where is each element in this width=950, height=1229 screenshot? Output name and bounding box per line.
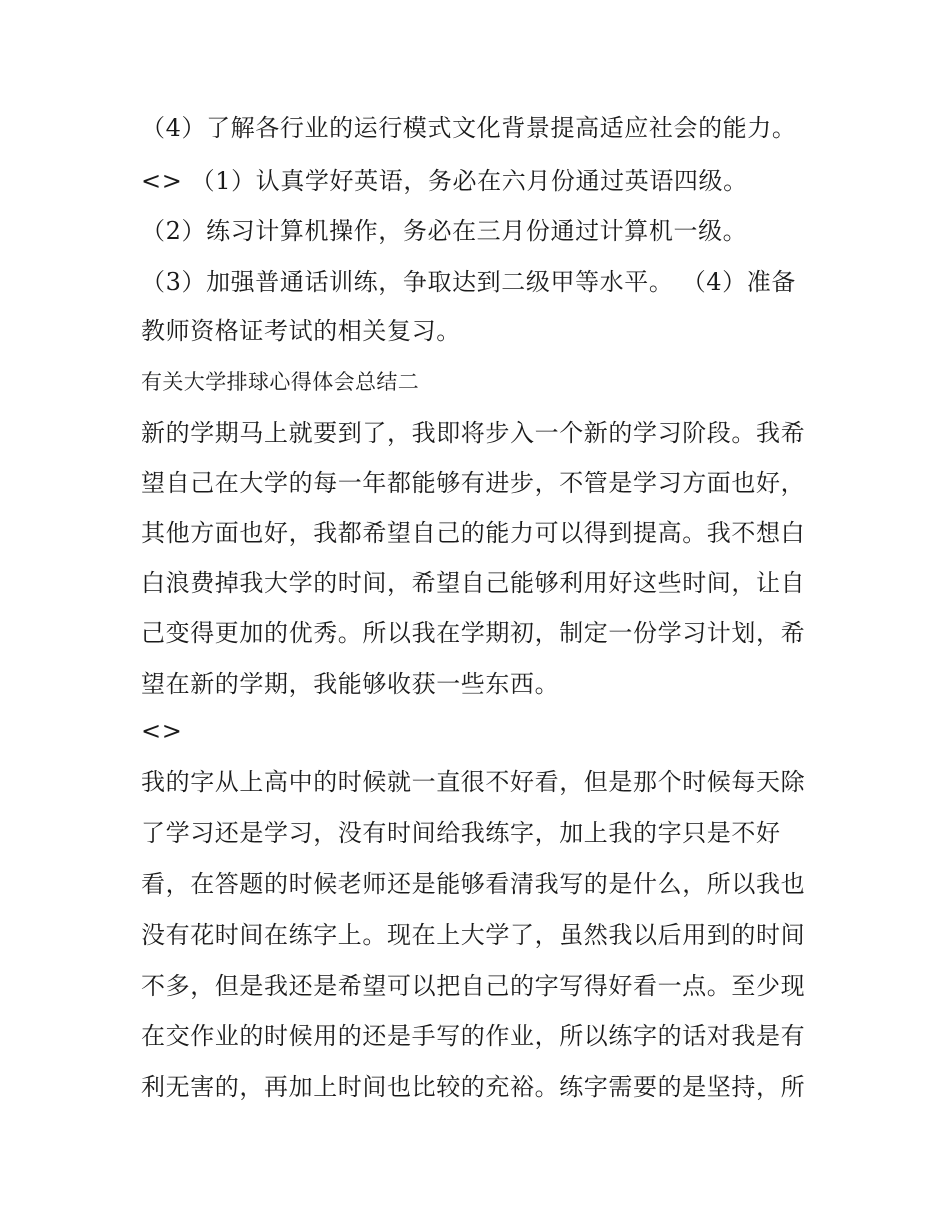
text-line: （2）练习计算机操作，务必在三月份通过计算机一级。 — [141, 217, 748, 245]
text-line: 望自己在大学的每一年都能够有进步，不管是学习方面也好， — [141, 469, 806, 497]
text-line: 我的字从上高中的时候就一直很不好看，但是那个时候每天除 — [141, 768, 806, 796]
text-line: 教师资格证考试的相关复习。 — [141, 317, 461, 345]
text-line: 在交作业的时候用的还是手写的作业，所以练字的话对我是有 — [141, 1022, 806, 1050]
text-line: <> — [141, 717, 183, 745]
section-heading: 有关大学排球心得体会总结二 — [141, 370, 420, 394]
text-line: 白浪费掉我大学的时间，希望自己能够利用好这些时间，让自 — [141, 569, 806, 597]
text-line: （4）了解各行业的运行模式文化背景提高适应社会的能力。 — [141, 114, 797, 142]
text-line: 其他方面也好，我都希望自己的能力可以得到提高。我不想白 — [141, 519, 806, 547]
text-line: 望在新的学期，我能够收获一些东西。 — [141, 670, 560, 698]
text-line: 不多，但是我还是希望可以把自己的字写得好看一点。至少现 — [141, 972, 806, 1000]
text-line: 己变得更加的优秀。所以我在学期初，制定一份学习计划，希 — [141, 619, 806, 647]
text-line: 看，在答题的时候老师还是能够看清我写的是什么，所以我也 — [141, 870, 806, 898]
text-line: 利无害的，再加上时间也比较的充裕。练字需要的是坚持，所 — [141, 1073, 806, 1101]
text-line: <> （1）认真学好英语，务必在六月份通过英语四级。 — [141, 167, 748, 195]
text-line: 新的学期马上就要到了，我即将步入一个新的学习阶段。我希 — [141, 419, 806, 447]
text-line: （3）加强普通话训练，争取达到二级甲等水平。 （4）准备 — [141, 268, 796, 296]
text-line: 没有花时间在练字上。现在上大学了，虽然我以后用到的时间 — [141, 921, 806, 949]
text-line: 了学习还是学习，没有时间给我练字，加上我的字只是不好 — [141, 819, 781, 847]
